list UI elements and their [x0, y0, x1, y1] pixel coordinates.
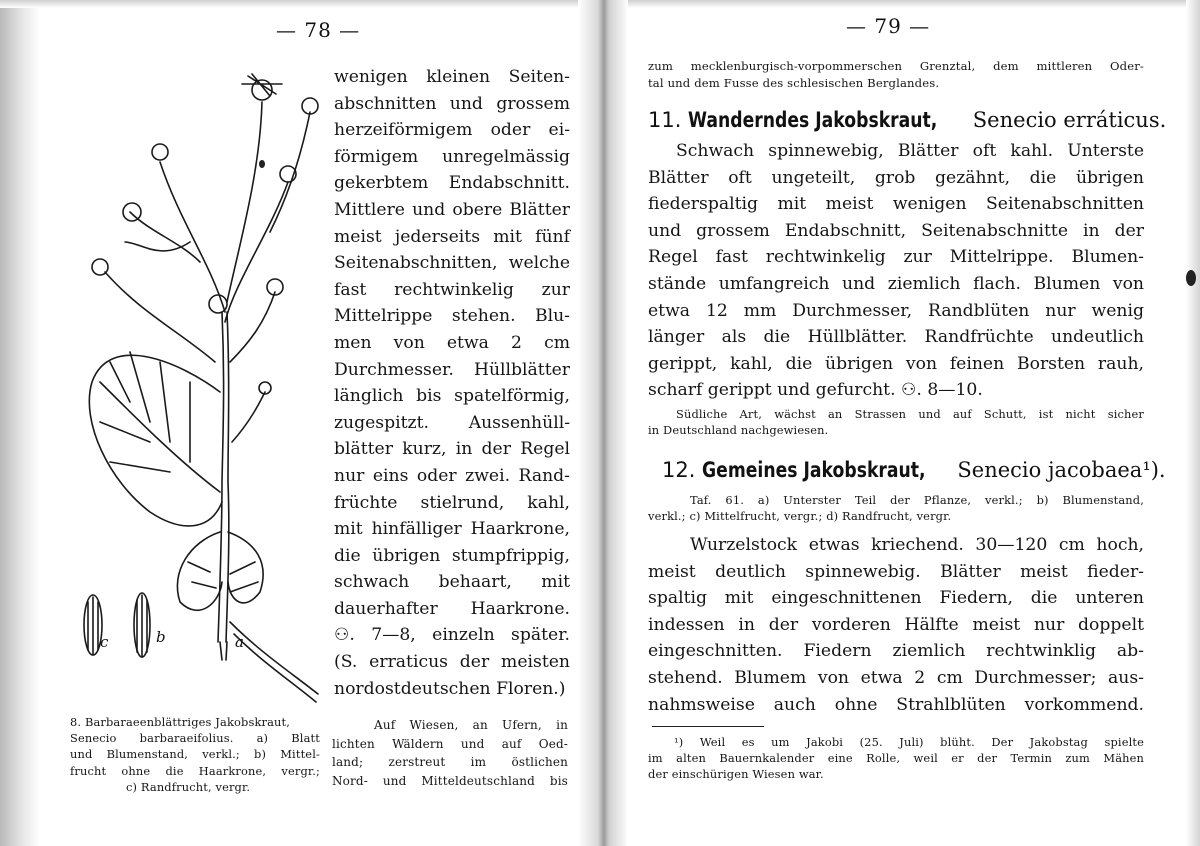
text-line: blätter kurz, in der Regel [334, 439, 570, 460]
species-name: Gemeines Jakobskraut, [702, 458, 926, 482]
text-line: stände umfangreich und ziemlich flach. Blumen von [648, 273, 1144, 294]
text-line: ⚇. 7—8, einzeln später. [334, 625, 570, 646]
text-line: dauerhafter Haarkrone. [334, 598, 570, 619]
footnote-line: ¹) Weil es um Jakobi (25. Juli) blüht. Der Jakobstag spielte [674, 735, 1144, 749]
caption-line: und Blumenstand, verkl.; b) Mittel- [70, 747, 320, 762]
figure-label-a: a [235, 633, 244, 651]
text-line: länger als die Hüllblätter. Randfrüchte undeutlich [648, 327, 1144, 348]
plate-line: Taf. 61. a) Unterster Teil der Pflanze, verkl.; b) Blumenstand, [690, 493, 1144, 507]
text-line: länglich bis spatelförmig, [334, 386, 570, 407]
figure-label-b: b [156, 628, 166, 646]
text-line: Mittlere und obere Blätter [334, 199, 570, 220]
text-line: wenigen kleinen Seiten- [334, 67, 570, 87]
caption-line: frucht ohne die Haarkrone, vergr.; [70, 763, 320, 778]
figure-label-c: c [100, 633, 109, 651]
habitat-line: Auf Wiesen, an Ufern, in [374, 718, 568, 732]
text-line: schwach behaart, mit [334, 572, 570, 593]
text-line: Durchmesser. Hüllblätter [334, 359, 570, 380]
book-gutter [578, 0, 628, 846]
text-line: Blätter oft ungeteilt, grob gezähnt, die übrigen [648, 167, 1144, 188]
text-line: gerippt, kahl, die übrigen von feinen Borsten rauh, [648, 353, 1144, 374]
text-line: spaltig mit eingeschnittenen Fiedern, die unteren [648, 588, 1144, 609]
caption-line: 8. Barbaraeenblättriges Jakobskraut, [70, 715, 291, 729]
text-line: förmigem unregelmässig [334, 146, 570, 167]
text-line: fiederspaltig mit meist wenigen Seitenabschnitten [648, 194, 1144, 215]
text-line: indessen in der vorderen Hälfte meist nur doppelt [648, 614, 1144, 635]
text-line: Mittelrippe stehen. Blu- [334, 306, 570, 327]
caption-line: c) Randfrucht, vergr. [126, 779, 251, 794]
text-line: Schwach spinnewebig, Blätter oft kahl. Unterste [676, 141, 1144, 161]
species-name: Wanderndes Jakobskraut, [688, 108, 938, 132]
species-latin: Senecio jacobaea¹). [957, 458, 1166, 482]
text-line: nur eins oder zwei. Rand- [334, 465, 570, 486]
text-line: (S. erraticus der meisten [334, 652, 570, 673]
page-edge-shadow-left [0, 0, 40, 846]
text-line: zugespitzt. Aussenhüll- [334, 412, 570, 433]
plate-line: verkl.; c) Mittelfrucht, vergr.; d) Randfrucht, vergr. [648, 509, 952, 524]
note-line: in Deutschland nachgewiesen. [648, 423, 829, 438]
caption-line: Senecio barbaraeifolius. a) Blatt [70, 731, 320, 746]
continuation-text [648, 58, 1144, 92]
text-line: fast rechtwinkelig zur [334, 279, 570, 300]
text-line: mit hinfälliger Haarkrone, [334, 519, 570, 540]
habitat-line: land; zerstreut im östlichen [332, 755, 568, 769]
text-line: früchte stielrund, kahl, [334, 492, 570, 513]
species-11-description [648, 138, 1144, 404]
text-line: men von etwa 2 cm [334, 332, 570, 353]
text-line: eingeschnitten. Fiedern ziemlich rechtwinklig ab- [648, 641, 1144, 662]
footnote-line: der einschürigen Wiesen war. [648, 767, 824, 782]
page-number-left: — 78 — [276, 18, 361, 42]
species-latin: Senecio erráticus. [972, 108, 1167, 132]
text-line: stehend. Blumem von etwa 2 cm Durchmesser; aus- [648, 667, 1144, 688]
species-heading-11 [648, 108, 1166, 132]
habitat-line: lichten Wäldern und auf Oed- [332, 736, 568, 751]
text-line: nordostdeutschen Floren.) [334, 678, 566, 699]
continuation-line: zum mecklenburgisch-vorpommerschen Grenztal, dem mittleren Oder- [648, 59, 1144, 73]
text-line: etwa 12 mm Durchmesser, Randblüten nur wenig [648, 300, 1144, 321]
text-line: nahmsweise auch ohne Strahlblüten vorkommend. [648, 694, 1144, 715]
continuation-line: tal und dem Fusse des schlesischen Berglandes. [648, 76, 940, 90]
species-11-note [648, 406, 1144, 438]
plant-illustration [70, 62, 330, 712]
scan-speck [1186, 270, 1196, 286]
text-line: Regel fast rechtwinkelig zur Mittelrippe. Blumen- [648, 247, 1144, 268]
text-line: die übrigen stumpfrippig, [334, 545, 570, 566]
habitat-line: Nord- und Mitteldeutschland bis [332, 773, 568, 788]
plate-reference [648, 492, 1144, 524]
left-column-text [334, 64, 570, 702]
page-edge-shadow-right [1186, 0, 1200, 846]
species-12-description [648, 532, 1144, 718]
text-line: abschnitten und grossem [334, 93, 570, 114]
text-line: meist deutlich spinnewebig. Blätter meist fieder- [648, 561, 1144, 582]
figure-caption [70, 714, 320, 795]
page-number-right: — 79 — [846, 14, 931, 38]
text-line: scharf gerippt und gefurcht. ⚇. 8—10. [648, 380, 983, 401]
text-line: gekerbtem Endabschnitt. [334, 173, 570, 194]
species-number: 11. [648, 108, 682, 132]
species-number: 12. [662, 458, 696, 482]
text-line: und grossem Endabschnitt, Seitenabschnitte in der [648, 220, 1144, 241]
footnote-line: im alten Bauernkalender eine Rolle, weil er der Termin zum Mähen [648, 751, 1144, 766]
text-line: herzeiförmigem oder ei- [334, 120, 570, 141]
text-line: Seitenabschnitten, welche [334, 253, 570, 274]
habitat-text [332, 716, 568, 790]
text-line: meist jederseits mit fünf [334, 226, 570, 247]
footnote-rule [652, 726, 764, 727]
text-line: Wurzelstock etwas kriechend. 30—120 cm hoch, [690, 535, 1144, 555]
footnote [648, 734, 1144, 783]
species-heading-12 [662, 458, 1166, 482]
note-line: Südliche Art, wächst an Strassen und auf Schutt, ist nicht sicher [676, 407, 1144, 421]
